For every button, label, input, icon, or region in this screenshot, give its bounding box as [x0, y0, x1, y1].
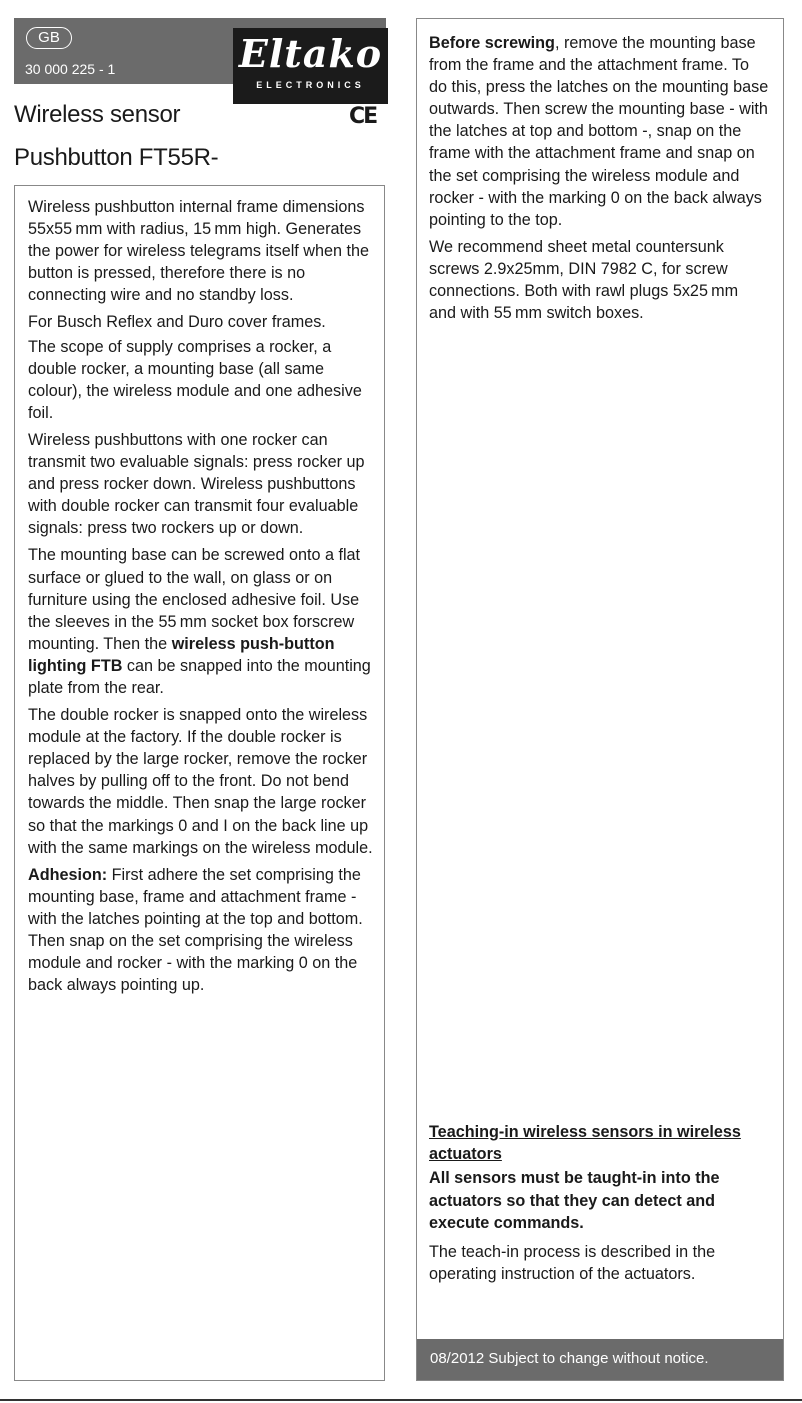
logo-subtitle: ELECTRONICS: [256, 80, 365, 90]
paragraph-mounting-base: [28, 544, 374, 699]
adhesion-label: Adhesion:: [28, 865, 108, 884]
mounting-text-end: can be snapped into the mounting plate from the rear.: [28, 656, 371, 697]
mounting-text-bold: wireless push-button lighting FTB: [28, 634, 335, 675]
teach-in-requirement: All sensors must be taught-in into the actuators so that they can detect and execute commands.: [429, 1169, 720, 1232]
teach-in-reference: The teach-in process is described in the operating instruction of the actuators.: [429, 1242, 716, 1283]
left-column-text: [28, 196, 374, 1001]
footer-bar: [417, 1339, 783, 1380]
right-column-text: [429, 32, 769, 329]
paragraph-screw-recommendation: We recommend sheet metal countersunk screws 2.9x25mm, DIN 7982 C, for screw connections. Both with rawl plugs 5x25 mm and with 55 mm switch boxes.: [429, 237, 739, 323]
footer-notice: 08/2012 Subject to change without notice.: [430, 1350, 709, 1367]
teach-in-section: [429, 1121, 769, 1290]
paragraph-cover-frames: For Busch Reflex and Duro cover frames.: [28, 313, 326, 332]
language-badge: GB: [26, 27, 72, 49]
adhesion-text: First adhere the set comprising the mounting base, frame and attachment frame - with the latches pointing at the top and bottom. Then snap on the set comprising the wireless module and rocker - with the marking 0 on the back always pointing up.: [28, 865, 363, 995]
document-number: 30 000 225 - 1: [25, 61, 116, 77]
before-screwing-label: Before screwing: [429, 34, 555, 52]
ce-mark-icon: CE: [349, 104, 377, 129]
paragraph-before-screwing: [429, 32, 769, 231]
logo-wordmark: Eltako: [238, 31, 383, 76]
mounting-text-start: The mounting base can be screwed onto a flat surface or glued to the wall, on glass or on furniture using the enclosed adhesive foil. Use the sleeves in the 55 mm socket box forscrew mounting. Then the: [28, 546, 361, 653]
paragraph-double-rocker: The double rocker is snapped onto the wireless module at the factory. If the double rocker is replaced by the large rocker, remove the rocker halves by pulling off to the front. Do not bend towards the middle. Then snap the large rocker so that the markings 0 and I on the back line up with the same markings on the wireless module.: [28, 706, 373, 857]
paragraph-signals: Wireless pushbuttons with one rocker can transmit two evaluable signals: press rocker up and press rocker down. Wireless pushbuttons with double rocker can transmit four evaluable signals: press two rockers up or down.: [28, 430, 365, 538]
teach-in-heading: Teaching-in wireless sensors in wireless actuators: [429, 1123, 741, 1163]
before-screwing-text: , remove the mounting base from the frame and the attachment frame. To do this, press the latches on the mounting base outwards. Then screw the mounting base - with the latches at top and bottom -, snap on the frame with the attachment frame and snap on the set comprising the wireless module and rocker - with the marking 0 on the back always pointing to the top.: [429, 34, 769, 229]
product-title-line1: Wireless sensor: [14, 101, 181, 128]
eltako-logo: [233, 28, 388, 104]
product-title-line2: Pushbutton FT55R-: [14, 144, 219, 171]
bottom-divider: [0, 1399, 802, 1401]
paragraph-dimensions: Wireless pushbutton internal frame dimensions 55x55 mm with radius, 15 mm high. Generates the power for wireless telegrams itself when the button is pressed, therefore there is no connecting wire and no standby loss.: [28, 198, 369, 305]
paragraph-scope-of-supply: The scope of supply comprises a rocker, a double rocker, a mounting base (all same colour), the wireless module and one adhesive foil.: [28, 337, 362, 422]
paragraph-adhesion: [28, 864, 374, 997]
